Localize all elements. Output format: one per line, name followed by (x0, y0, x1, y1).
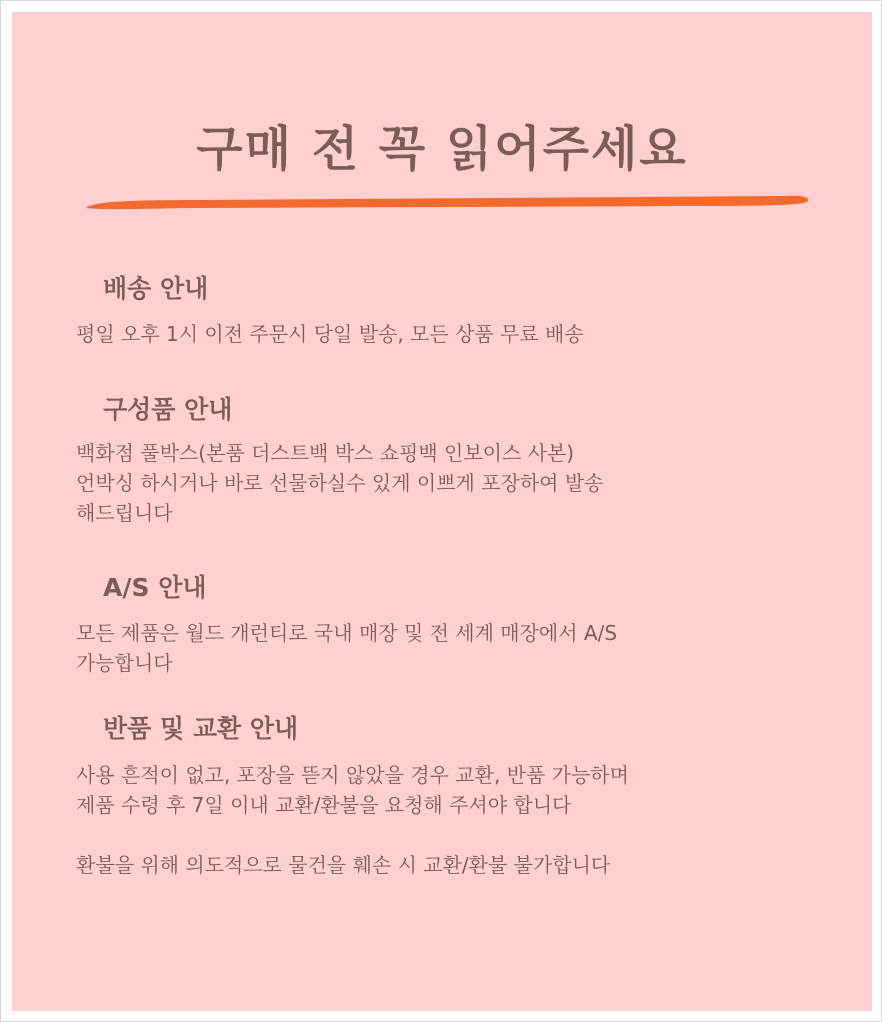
body-line: 가능합니다 (76, 651, 173, 675)
body-line: 모든 제품은 월드 개런티로 국내 매장 및 전 세계 매장에서 A/S (76, 621, 618, 645)
section-body-returns (76, 760, 629, 880)
body-line: 언박싱 하시거나 바로 선물하실수 있게 이쁘게 포장하여 발송 (76, 471, 604, 495)
section-body-shipping (76, 319, 584, 349)
body-line: 평일 오후 1시 이전 주문시 당일 발송, 모든 상품 무료 배송 (76, 322, 584, 346)
body-line-spacer (76, 820, 629, 850)
title-underline (82, 192, 812, 212)
section-body-as (76, 618, 617, 678)
body-line: 제품 수령 후 7일 이내 교환/환불을 요청해 주셔야 합니다 (76, 793, 572, 817)
page-title: 구매 전 꼭 읽어주세요 (196, 121, 688, 177)
section-heading-contents: 구성품 안내 (103, 395, 233, 424)
section-heading-returns: 반품 및 교환 안내 (103, 714, 299, 743)
body-line: 해드립니다 (76, 501, 173, 525)
body-line: 환불을 위해 의도적으로 물건을 훼손 시 교환/환불 불가합니다 (76, 853, 611, 877)
section-heading-as: A/S 안내 (103, 573, 207, 602)
section-heading-shipping: 배송 안내 (103, 274, 209, 303)
section-body-contents (76, 438, 604, 528)
body-line: 백화점 풀박스(본품 더스트백 박스 쇼핑백 인보이스 사본) (76, 441, 575, 465)
notice-panel (12, 12, 872, 1011)
body-line: 사용 흔적이 없고, 포장을 뜯지 않았을 경우 교환, 반품 가능하며 (76, 763, 629, 787)
